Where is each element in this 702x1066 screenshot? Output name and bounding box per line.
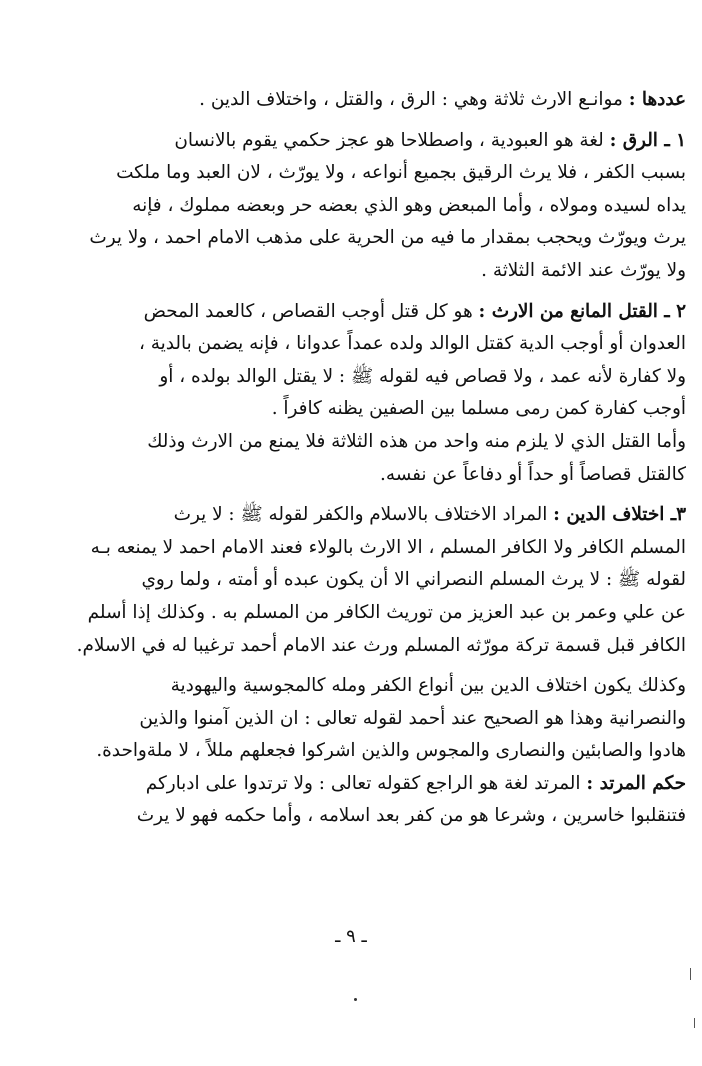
text-line-10 bbox=[28, 393, 686, 426]
text-line-12 bbox=[28, 459, 686, 492]
text-line-19 bbox=[28, 703, 686, 736]
line-text-18: وكذلك يكون اختلاف الدين بين أنواع الكفر ومله كالمجوسية واليهودية bbox=[170, 675, 686, 697]
line-text-13: المراد الاختلاف بالاسلام والكفر لقوله ﷺ : لا يرث bbox=[173, 504, 554, 526]
text-line-5 bbox=[28, 222, 686, 255]
text-line-6 bbox=[28, 255, 686, 288]
line-text-16: عن علي وعمر بن عبد العزيز من توريث الكافر من المسلم به . وكذلك إذا أسلم bbox=[87, 601, 686, 623]
line-lead-13: ٣ـ اختلاف الدين : bbox=[553, 504, 686, 526]
scan-mark-2 bbox=[688, 1018, 695, 1028]
line-text-7: هو كل قتل أوجب القصاص ، كالعمد المحض bbox=[143, 300, 479, 322]
text-line-20 bbox=[28, 735, 686, 768]
page-body bbox=[28, 84, 686, 833]
text-line-7 bbox=[28, 296, 686, 329]
text-line-15 bbox=[28, 564, 686, 597]
text-line-11 bbox=[28, 426, 686, 459]
line-text-6: ولا يورّث عند الائمة الثلاثة . bbox=[481, 259, 686, 281]
line-text-9: ولا كفارة لأنه عمد ، ولا قصاص فيه لقوله ﷺ : لا يقتل الوالد بولده ، أو bbox=[159, 365, 686, 387]
line-text-2: لغة هو العبودية ، واصطلاحا هو عجز حكمي يقوم بالانسان bbox=[174, 129, 610, 151]
text-line-17 bbox=[28, 630, 686, 663]
line-lead-21: حكم المرتد : bbox=[586, 772, 686, 794]
text-line-1 bbox=[28, 84, 686, 117]
line-text-4: يداه لسيده ومولاه ، وأما المبعض وهو الذي بعضه حر وبعضه مملوك ، فإنه bbox=[132, 194, 686, 216]
line-text-8: العدوان أو أوجب الدية كقتل الوالد ولده عمداً عدوانا ، فإنه يضمن بالدية ، bbox=[139, 333, 686, 355]
text-line-9 bbox=[28, 361, 686, 394]
text-line-3 bbox=[28, 157, 686, 190]
text-line-22 bbox=[28, 800, 686, 833]
line-text-14: المسلم الكافر ولا الكافر المسلم ، الا الارث بالولاء فعند الامام احمد لا يمنعه بـه bbox=[90, 536, 686, 558]
text-line-4 bbox=[28, 190, 686, 223]
scan-mark bbox=[690, 968, 691, 980]
line-text-12: كالقتل قصاصاً أو حداً أو دفاعاً عن نفسه. bbox=[379, 463, 686, 485]
line-text-20: هادوا والصابئين والنصارى والمجوس والذين اشركوا فجعلهم مللاً ، لا ملةواحدة. bbox=[96, 740, 686, 762]
line-text-15: لقوله ﷺ : لا يرث المسلم النصراني الا أن يكون عبده أو أمته ، ولما روي bbox=[141, 569, 686, 591]
line-text-5: يرث ويورّث ويحجب بمقدار ما فيه من الحرية على مذهب الامام احمد ، ولا يرث bbox=[89, 227, 686, 249]
line-text-1: موانـع الارث ثلاثة وهي : الرق ، والقتل ، واختلاف الدين . bbox=[199, 89, 629, 110]
line-text-22: فتنقلبوا خاسرين ، وشرعا هو من كفر بعد اسلامه ، وأما حكمه فهو لا يرث bbox=[136, 805, 686, 827]
text-line-8 bbox=[28, 328, 686, 361]
line-text-10: أوجب كفارة كمن رمى مسلما بين الصفين يظنه كافراً . bbox=[271, 398, 686, 420]
line-lead-7: ٢ ـ القتل المانع من الارث : bbox=[478, 300, 686, 322]
line-text-3: بسبب الكفر ، فلا يرث الرقيق بجميع أنواعه ، ولا يورّث ، لان العبد وما ملكت bbox=[116, 162, 686, 184]
page-number: ـ ٩ ـ bbox=[335, 926, 367, 947]
line-lead-1: عددها : bbox=[628, 89, 686, 110]
line-text-21: المرتد لغة هو الراجع كقوله تعالى : ولا ترتدوا على ادباركم bbox=[145, 772, 587, 794]
text-line-21 bbox=[28, 768, 686, 801]
line-text-11: وأما القتل الذي لا يلزم منه واحد من هذه الثلاثة فلا يمنع من الارث وذلك bbox=[147, 430, 686, 452]
text-line-16 bbox=[28, 597, 686, 630]
text-line-18 bbox=[28, 670, 686, 703]
line-text-19: والنصرانية وهذا هو الصحيح عند أحمد لقوله تعالى : ان الذين آمنوا والذين bbox=[139, 707, 686, 729]
text-line-13 bbox=[28, 499, 686, 532]
text-line-2 bbox=[28, 125, 686, 158]
scan-dot bbox=[354, 998, 357, 1001]
line-text-17: الكافر قبل قسمة تركة مورّثه المسلم ورث عند الامام أحمد ترغيبا له في الاسلام. bbox=[76, 634, 686, 656]
line-lead-2: ١ ـ الرق : bbox=[609, 129, 686, 151]
text-line-14 bbox=[28, 532, 686, 565]
